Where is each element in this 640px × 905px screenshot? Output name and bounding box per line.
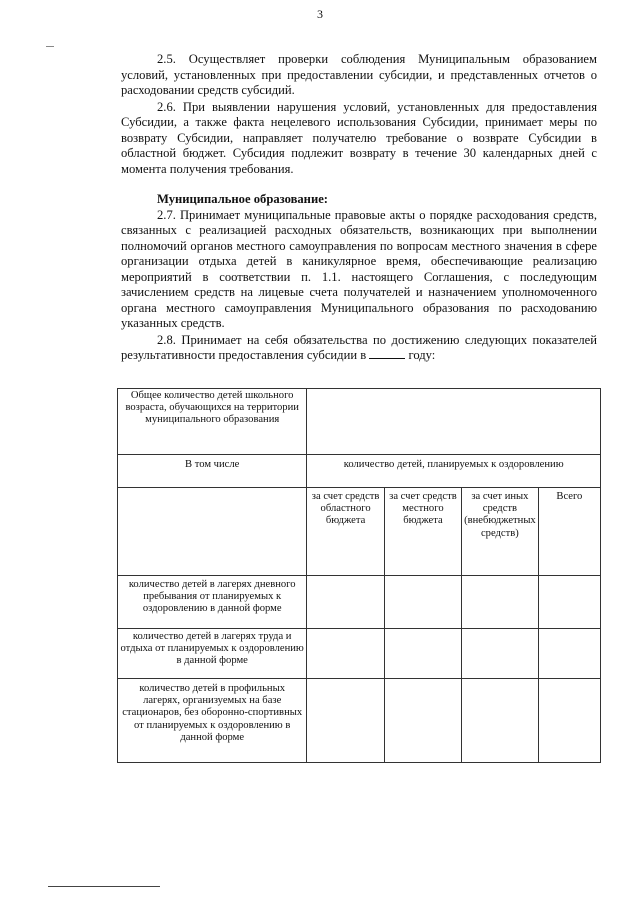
table-cell <box>307 576 384 629</box>
table-cell <box>462 576 539 629</box>
table-cell <box>538 576 600 629</box>
results-table <box>117 388 601 763</box>
table-cell <box>538 679 600 763</box>
row-label: количество детей в лагерях труда и отдыха от планируемых к оздоровлению в данной форме <box>118 629 307 679</box>
table-cell <box>462 679 539 763</box>
column-header: за счет иных средств (внебюджетных средств) <box>462 488 539 576</box>
empty-header-cell <box>118 488 307 576</box>
paragraph-2-8 <box>121 333 597 364</box>
paragraph-2-8-text: 2.8. Принимает на себя обязательства по достижению следующих показателей результативности предоставления субсидии в <box>121 332 597 362</box>
column-header: за счет средств областного бюджета <box>307 488 384 576</box>
table-row <box>118 629 601 679</box>
table-cell <box>307 679 384 763</box>
planned-header: количество детей, планируемых к оздоровлению <box>307 455 601 488</box>
paragraph-2-6: 2.6. При выявлении нарушения условий, установленных для предоставления Субсидии, а также факта нецелевого использования Субсидии, принимает меры по возврату Субсидии, направляет получателю требование о возврате Субсидии в областной бюджет. Субсидия подлежит возврату в течение 30 календарных дней с момента получения требования. <box>121 99 597 176</box>
paragraph-2-5: 2.5. Осуществляет проверки соблюдения Муниципальным образованием условий, установленных при предоставлении субсидии, и представленных отчетов о расходовании средств субсидий. <box>121 52 597 97</box>
table-cell <box>384 576 461 629</box>
paragraph-2-8-end: году: <box>408 348 436 362</box>
table-cell <box>538 629 600 679</box>
table-cell <box>462 629 539 679</box>
column-header: Всего <box>538 488 600 576</box>
column-header: за счет средств местного бюджета <box>384 488 461 576</box>
page-number: 3 <box>317 7 323 21</box>
total-children-label: Общее количество детей школьного возраста, обучающихся на территории муниципального образования <box>118 389 307 455</box>
paragraph-2-7: 2.7. Принимает муниципальные правовые акты о порядке расходования средств, связанных с реализацией расходных обязательств, возникающих при выполнении полномочий органов местного самоуправления по вопросам местного значения в сфере организации отдыха детей в каникулярное время, обеспечивающие реализацию мероприятий в соответствии п. 1.1. настоящего Соглашения, с последующим зачислением средств на лицевые счета получателей и назначением уполномоченного органа местного самоуправления Муниципального образования по расходованию указанных средств. <box>121 207 597 330</box>
table-cell <box>384 679 461 763</box>
footer-rule <box>48 886 160 887</box>
year-blank-line <box>369 348 405 359</box>
table-row <box>118 679 601 763</box>
table-row <box>118 576 601 629</box>
row-label: количество детей в лагерях дневного пребывания от планируемых к оздоровлению в данной форме <box>118 576 307 629</box>
margin-mark <box>46 46 54 47</box>
total-children-value <box>307 389 601 455</box>
including-label: В том числе <box>118 455 307 488</box>
table-cell <box>307 629 384 679</box>
table-cell <box>384 629 461 679</box>
row-label: количество детей в профильных лагерях, организуемых на базе стационаров, без оборонно-спортивных от планируемых к оздоровлению в данной форме <box>118 679 307 763</box>
section-heading: Муниципальное образование: <box>157 192 328 206</box>
document-body <box>121 52 597 364</box>
